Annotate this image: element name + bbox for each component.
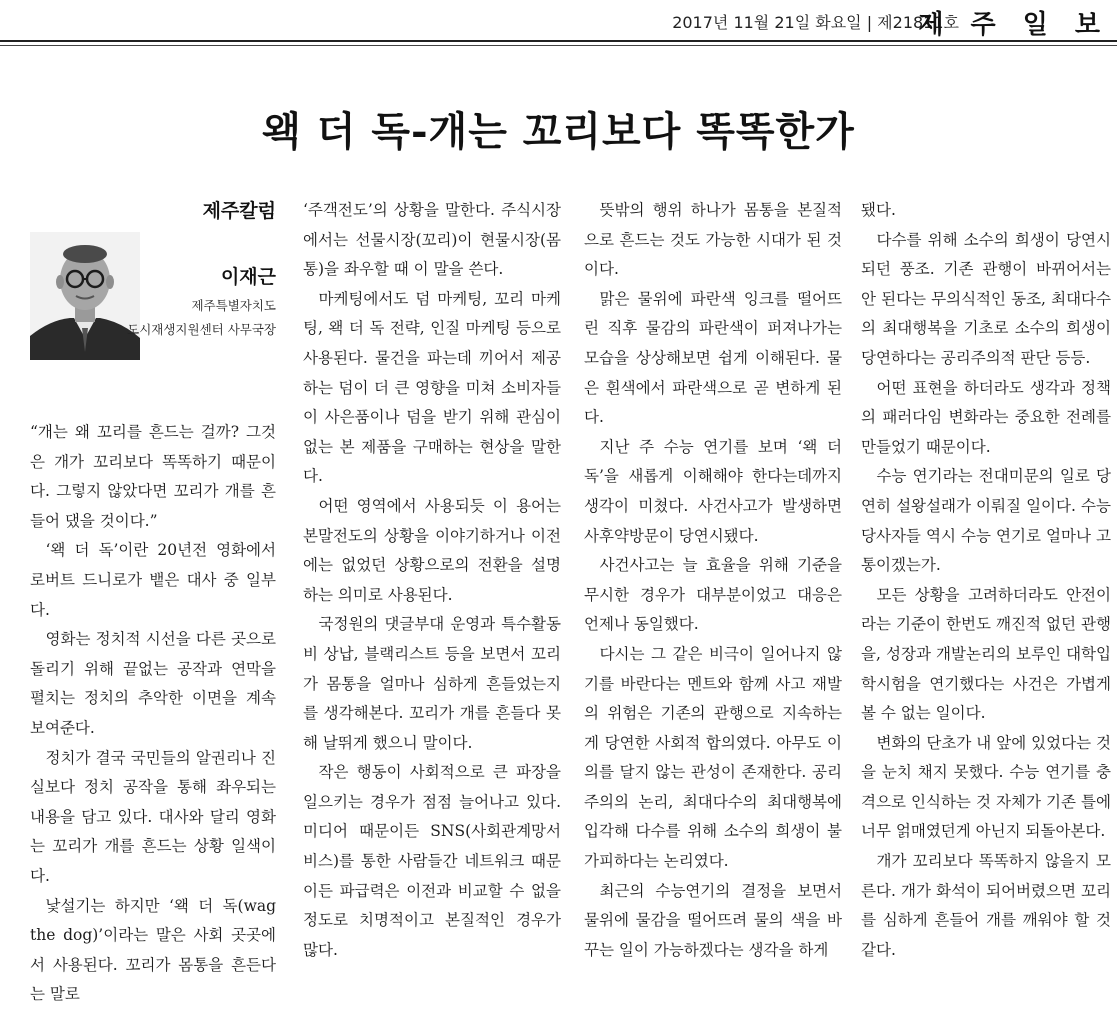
- paragraph: 뜻밖의 행위 하나가 몸통을 본질적으로 흔드는 것도 가능한 시대가 된 것이다.: [584, 201, 842, 279]
- article-column-3: [584, 196, 842, 965]
- paragraph: 어떤 표현을 하더라도 생각과 정책의 패러다임 변화라는 중요한 전례를 만들었기 때문이다.: [861, 378, 1111, 456]
- masthead-rule: [0, 40, 1117, 42]
- paragraph: 낯설기는 하지만 ‘왝 더 독(wag the dog)’이라는 말은 사회 곳곳에서 사용된다. 꼬리가 몸통을 흔든다는 말로: [30, 896, 276, 1004]
- paragraph: ‘왝 더 독’이란 20년전 영화에서 로버트 드니로가 뱉은 대사 중 일부다.: [30, 541, 276, 619]
- article-column-2: [303, 196, 561, 965]
- masthead: [0, 0, 1117, 42]
- paragraph: 정치가 결국 국민들의 알권리나 진실보다 정치 공작을 통해 좌우되는 내용을 담고 있다. 대사와 달리 영화는 꼬리가 개를 흔드는 상황 일색이다.: [30, 748, 276, 885]
- masthead-rule-thin: [0, 45, 1117, 46]
- paragraph: 다수를 위해 소수의 희생이 당연시되던 풍조. 기존 관행이 바뀌어서는 안 된다는 무의식적인 동조, 최대다수의 최대행복을 기초로 소수의 희생이 당연하다는 공리주의적 판단 등등.: [861, 230, 1111, 367]
- author-portrait-icon: [30, 232, 140, 360]
- headline: 왝 더 독-개는 꼬리보다 똑똑한가: [262, 108, 855, 155]
- paragraph: 모든 상황을 고려하더라도 안전이라는 기준이 한번도 깨진적 없던 관행을, 성장과 개발논리의 보루인 대학입학시험을 연기했다는 사건은 가볍게 볼 수 없는 일이다.: [861, 585, 1111, 723]
- issue-date: 2017년 11월 21일 화요일 | 제21811호: [672, 13, 959, 32]
- paragraph: 됐다.: [861, 201, 896, 219]
- byline: [30, 196, 276, 376]
- paragraph: ‘주객전도’의 상황을 말한다. 주식시장에서는 선물시장(꼬리)이 현물시장(몸통)을 좌우할 때 이 말을 쓴다.: [303, 201, 561, 279]
- paragraph: 영화는 정치적 시선을 다른 곳으로 돌리기 위해 끝없는 공작과 연막을 펼치는 정치의 추악한 이면을 계속 보여준다.: [30, 630, 276, 737]
- author-name: 이재근: [220, 266, 276, 288]
- article-column-4: [861, 196, 1111, 965]
- paragraph: 개가 꼬리보다 똑똑하지 않을지 모른다. 개가 화석이 되어버렸으면 꼬리를 심하게 흔들어 개를 깨워야 할 것 같다.: [861, 852, 1111, 959]
- author-title: 도시재생지원센터 사무국장: [127, 322, 276, 337]
- paragraph: 어떤 영역에서 사용되듯 이 용어는 본말전도의 상황을 이야기하거나 이전에는 없었던 상황으로의 전환을 설명하는 의미로 사용된다.: [303, 496, 561, 604]
- paragraph: 사건사고는 늘 효율을 위해 기준을 무시한 경우가 대부분이었고 대응은 언제나 동일했다.: [584, 556, 842, 634]
- paragraph: 최근의 수능연기의 결정을 보면서 물위에 물감을 떨어뜨려 물의 색을 바꾸는 일이 가능하겠다는 생각을 하게: [584, 881, 842, 959]
- paragraph: 수능 연기라는 전대미문의 일로 당연히 설왕설래가 이뤄질 일이다. 수능 당사자들 역시 수능 연기로 얼마나 고통이겠는가.: [861, 467, 1111, 575]
- paragraph: 변화의 단초가 내 앞에 있었다는 것을 눈치 채지 못했다. 수능 연기를 충격으로 인식하는 것 자체가 기존 틀에 너무 얽매였던게 아닌지 되돌아본다.: [861, 733, 1111, 841]
- paragraph: “개는 왜 꼬리를 흔드는 걸까? 그것은 개가 꼬리보다 똑똑하기 때문이다. 그렇지 않았다면 꼬리가 개를 흔들어 댔을 것이다.”: [30, 423, 276, 530]
- paragraph: 국정원의 댓글부대 운영과 특수활동비 상납, 블랙리스트 등을 보면서 꼬리가 몸통을 얼마나 심하게 흔들었는지를 생각해본다. 꼬리가 개를 흔들다 못해 날뛰게 했으니 말이다.: [303, 615, 561, 752]
- paragraph: 다시는 그 같은 비극이 일어나지 않기를 바란다는 멘트와 함께 사고 재발의 위험은 기존의 관행으로 지속하는 게 당연한 사회적 합의였다. 아무도 이의를 달지 않는 관성이 존재한다. 공리주의의 논리, 최대다수의 최대행복에 입각해 다수를 위해 소수의 희생이 불가피하다는 논리였다.: [584, 644, 842, 871]
- section-label: 제주칼럼: [202, 200, 276, 222]
- author-affiliation: 제주특별자치도: [191, 298, 276, 313]
- paragraph: 지난 주 수능 연기를 보며 ‘왝 더 독’을 새롭게 이해해야 한다는데까지 생각이 미쳤다. 사건사고가 발생하면 사후약방문이 당연시됐다.: [584, 437, 842, 545]
- paragraph: 작은 행동이 사회적으로 큰 파장을 일으키는 경우가 점점 늘어나고 있다. 미디어 때문이든 SNS(사회관계망서비스)를 통한 사람들간 네트워크 때문이든 파급력은 이전과 비교할 수 없을 정도로 치명적이고 본질적인 경우가 많다.: [303, 763, 561, 959]
- article-column-1: [30, 418, 276, 1010]
- paragraph: 마케팅에서도 덤 마케팅, 꼬리 마케팅, 왝 더 독 전략, 인질 마케팅 등으로 사용된다. 물건을 파는데 끼어서 제공하는 덤이 더 큰 영향을 미쳐 소비자들이 사은품이나 덤을 받기 위해 관심이 없는 본 제품을 구매하는 현상을 말한다.: [303, 289, 561, 486]
- newspaper-name: 제 주 일 보: [918, 10, 1109, 40]
- paragraph: 맑은 물위에 파란색 잉크를 떨어뜨린 직후 물감의 파란색이 퍼져나가는 모습을 상상해보면 쉽게 이해된다. 물은 흰색에서 파란색으로 곧 변하게 된다.: [584, 289, 842, 427]
